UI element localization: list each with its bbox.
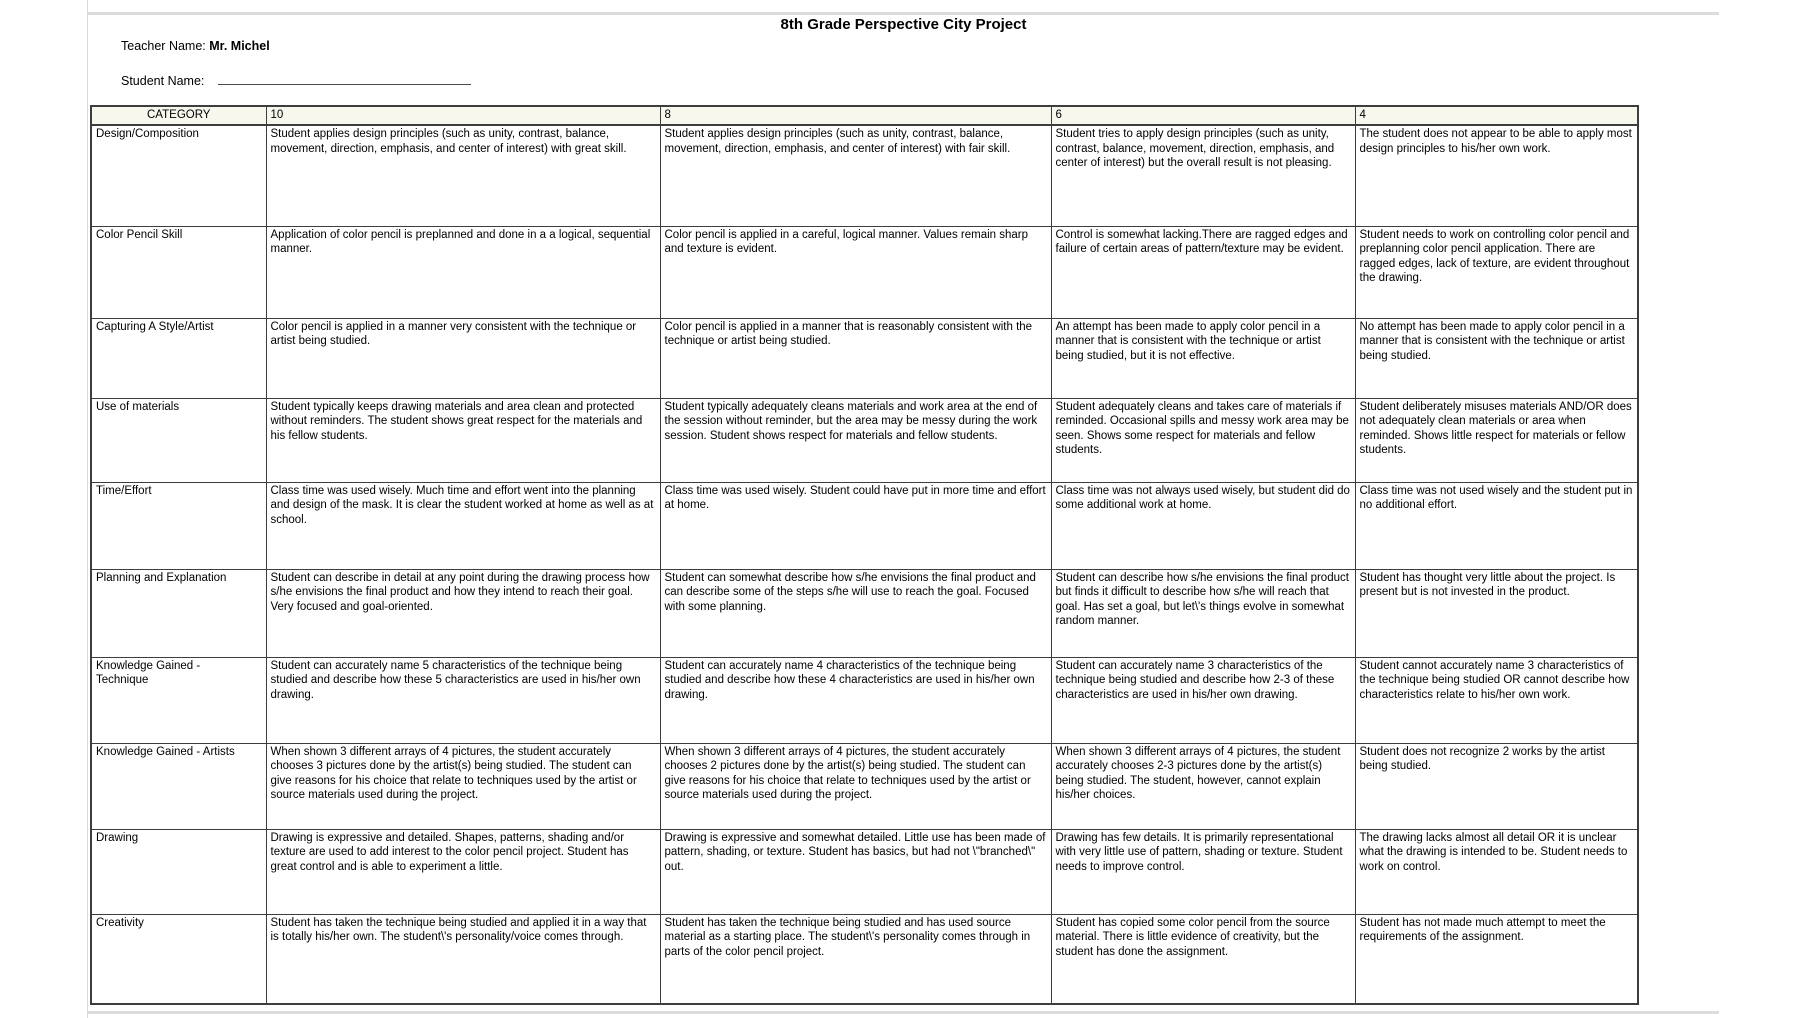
teacher-name-line xyxy=(121,39,270,53)
category-cell: Use of materials xyxy=(91,398,266,482)
criterion-cell: Student deliberately misuses materials AND/OR does not adequately clean materials or area when reminded. Shows little respect for materials or fellow students. xyxy=(1355,398,1638,482)
criterion-cell: Student can describe in detail at any point during the drawing process how s/he envisions the final product and how they intend to reach their goal. Very focused and goal-oriented. xyxy=(266,569,660,657)
criterion-cell: Student has copied some color pencil from the source material. There is little evidence of creativity, but the student has done the assignment. xyxy=(1051,914,1355,1004)
criterion-cell: Student adequately cleans and takes care of materials if reminded. Occasional spills and messy work area may be seen. Shows some respect for materials and fellow students. xyxy=(1051,398,1355,482)
table-row xyxy=(91,482,1638,569)
rubric-header-row xyxy=(91,106,1638,125)
criterion-cell: Student can describe how s/he envisions the final product but finds it difficult to describe how s/he will reach that goal. Has set a goal, but let\'s things evolve in somewhat random manner. xyxy=(1051,569,1355,657)
criterion-cell: An attempt has been made to apply color pencil in a manner that is consistent with the technique or artist being studied, but it is not effective. xyxy=(1051,318,1355,398)
table-row xyxy=(91,829,1638,914)
table-row xyxy=(91,914,1638,1004)
category-cell: Knowledge Gained - Technique xyxy=(91,657,266,743)
criterion-cell: No attempt has been made to apply color pencil in a manner that is consistent with the technique or artist being studied. xyxy=(1355,318,1638,398)
table-row xyxy=(91,398,1638,482)
criterion-cell: Student tries to apply design principles (such as unity, contrast, balance, movement, direction, emphasis, and center of interest) but the overall result is not pleasing. xyxy=(1051,125,1355,226)
criterion-cell: Drawing is expressive and somewhat detailed. Little use has been made of pattern, shading, or texture. Student has basics, but had not \"branched\" out. xyxy=(660,829,1051,914)
criterion-cell: Student cannot accurately name 3 characteristics of the technique being studied OR cannot describe how characteristics relate to his/her own work. xyxy=(1355,657,1638,743)
table-row xyxy=(91,569,1638,657)
criterion-cell: Student can somewhat describe how s/he envisions the final product and can describe some of the steps s/he will use to reach the goal. Focused with some planning. xyxy=(660,569,1051,657)
category-cell: Planning and Explanation xyxy=(91,569,266,657)
criterion-cell: Student does not recognize 2 works by the artist being studied. xyxy=(1355,743,1638,829)
teacher-name-label: Teacher Name: xyxy=(121,39,206,53)
criterion-cell: Student has taken the technique being studied and has used source material as a starting place. The student\'s personality comes through in parts of the color pencil project. xyxy=(660,914,1051,1004)
column-header-6: 6 xyxy=(1051,106,1355,125)
criterion-cell: Student can accurately name 5 characteristics of the technique being studied and describe how these 5 characteristics are used in his/her own drawing. xyxy=(266,657,660,743)
student-name-blank xyxy=(218,72,471,85)
criterion-cell: Student needs to work on controlling color pencil and preplanning color pencil application. There are ragged edges, lack of texture, are evident throughout the drawing. xyxy=(1355,226,1638,318)
criterion-cell: Drawing has few details. It is primarily representational with very little use of pattern, shading or texture. Student needs to improve control. xyxy=(1051,829,1355,914)
criterion-cell: When shown 3 different arrays of 4 pictures, the student accurately chooses 3 pictures done by the artist(s) being studied. The student can give reasons for his choice that relate to techniques used by the artist or source materials used during the project. xyxy=(266,743,660,829)
criterion-cell: The drawing lacks almost all detail OR it is unclear what the drawing is intended to be. Student needs to work on control. xyxy=(1355,829,1638,914)
column-header-category: CATEGORY xyxy=(91,106,266,125)
category-cell: Knowledge Gained - Artists xyxy=(91,743,266,829)
category-cell: Time/Effort xyxy=(91,482,266,569)
rubric-body xyxy=(91,125,1638,1004)
criterion-cell: Drawing is expressive and detailed. Shapes, patterns, shading and/or texture are used to add interest to the color pencil project. Student has great control and is able to experiment a little. xyxy=(266,829,660,914)
criterion-cell: Class time was not always used wisely, but student did do some additional work at home. xyxy=(1051,482,1355,569)
criterion-cell: Class time was used wisely. Much time and effort went into the planning and design of the mask. It is clear the student worked at home as well as at school. xyxy=(266,482,660,569)
criterion-cell: Control is somewhat lacking.There are ragged edges and failure of certain areas of pattern/texture may be evident. xyxy=(1051,226,1355,318)
column-header-8: 8 xyxy=(660,106,1051,125)
criterion-cell: Color pencil is applied in a manner very consistent with the technique or artist being studied. xyxy=(266,318,660,398)
criterion-cell: Student typically keeps drawing materials and area clean and protected without reminders. The student shows great respect for the materials and his fellow students. xyxy=(266,398,660,482)
criterion-cell: When shown 3 different arrays of 4 pictures, the student accurately chooses 2-3 pictures done by the artist(s) being studied. The student, however, cannot explain his/her choices. xyxy=(1051,743,1355,829)
criterion-cell: Student applies design principles (such as unity, contrast, balance, movement, direction, emphasis, and center of interest) with fair skill. xyxy=(660,125,1051,226)
category-cell: Design/Composition xyxy=(91,125,266,226)
table-row xyxy=(91,125,1638,226)
criterion-cell: Student has thought very little about the project. Is present but is not invested in the product. xyxy=(1355,569,1638,657)
category-cell: Drawing xyxy=(91,829,266,914)
criterion-cell: Student typically adequately cleans materials and work area at the end of the session without reminder, but the area may be messy during the work session. Student shows respect for materials and fellow students. xyxy=(660,398,1051,482)
column-header-4: 4 xyxy=(1355,106,1638,125)
page-title: 8th Grade Perspective City Project xyxy=(780,16,1027,33)
document-page xyxy=(87,0,1718,1018)
table-row xyxy=(91,657,1638,743)
student-name-line xyxy=(121,72,471,88)
table-row xyxy=(91,318,1638,398)
table-row xyxy=(91,226,1638,318)
criterion-cell: Class time was used wisely. Student could have put in more time and effort at home. xyxy=(660,482,1051,569)
criterion-cell: Color pencil is applied in a manner that is reasonably consistent with the technique or artist being studied. xyxy=(660,318,1051,398)
criterion-cell: Student has taken the technique being studied and applied it in a way that is totally his/her own. The student\'s personality/voice comes through. xyxy=(266,914,660,1004)
column-header-10: 10 xyxy=(266,106,660,125)
table-row xyxy=(91,743,1638,829)
page-bottom-rule xyxy=(88,1011,1719,1014)
criterion-cell: Class time was not used wisely and the student put in no additional effort. xyxy=(1355,482,1638,569)
criterion-cell: Student can accurately name 3 characteristics of the technique being studied and describe how 2-3 of these characteristics are used in his/her own drawing. xyxy=(1051,657,1355,743)
criterion-cell: When shown 3 different arrays of 4 pictures, the student accurately chooses 2 pictures done by the artist(s) being studied. The student can give reasons for his choice that relate to techniques used by the artist or source materials used during the project. xyxy=(660,743,1051,829)
criterion-cell: Student can accurately name 4 characteristics of the technique being studied and describe how these 4 characteristics are used in his/her own drawing. xyxy=(660,657,1051,743)
rubric-table xyxy=(90,105,1639,1005)
criterion-cell: Student applies design principles (such as unity, contrast, balance, movement, direction, emphasis, and center of interest) with great skill. xyxy=(266,125,660,226)
category-cell: Color Pencil Skill xyxy=(91,226,266,318)
category-cell: Capturing A Style/Artist xyxy=(91,318,266,398)
teacher-name-value: Mr. Michel xyxy=(209,39,270,53)
category-cell: Creativity xyxy=(91,914,266,1004)
criterion-cell: Student has not made much attempt to meet the requirements of the assignment. xyxy=(1355,914,1638,1004)
student-name-label: Student Name: xyxy=(121,74,205,88)
criterion-cell: Application of color pencil is preplanned and done in a a logical, sequential manner. xyxy=(266,226,660,318)
criterion-cell: The student does not appear to be able to apply most design principles to his/her own work. xyxy=(1355,125,1638,226)
criterion-cell: Color pencil is applied in a careful, logical manner. Values remain sharp and texture is evident. xyxy=(660,226,1051,318)
